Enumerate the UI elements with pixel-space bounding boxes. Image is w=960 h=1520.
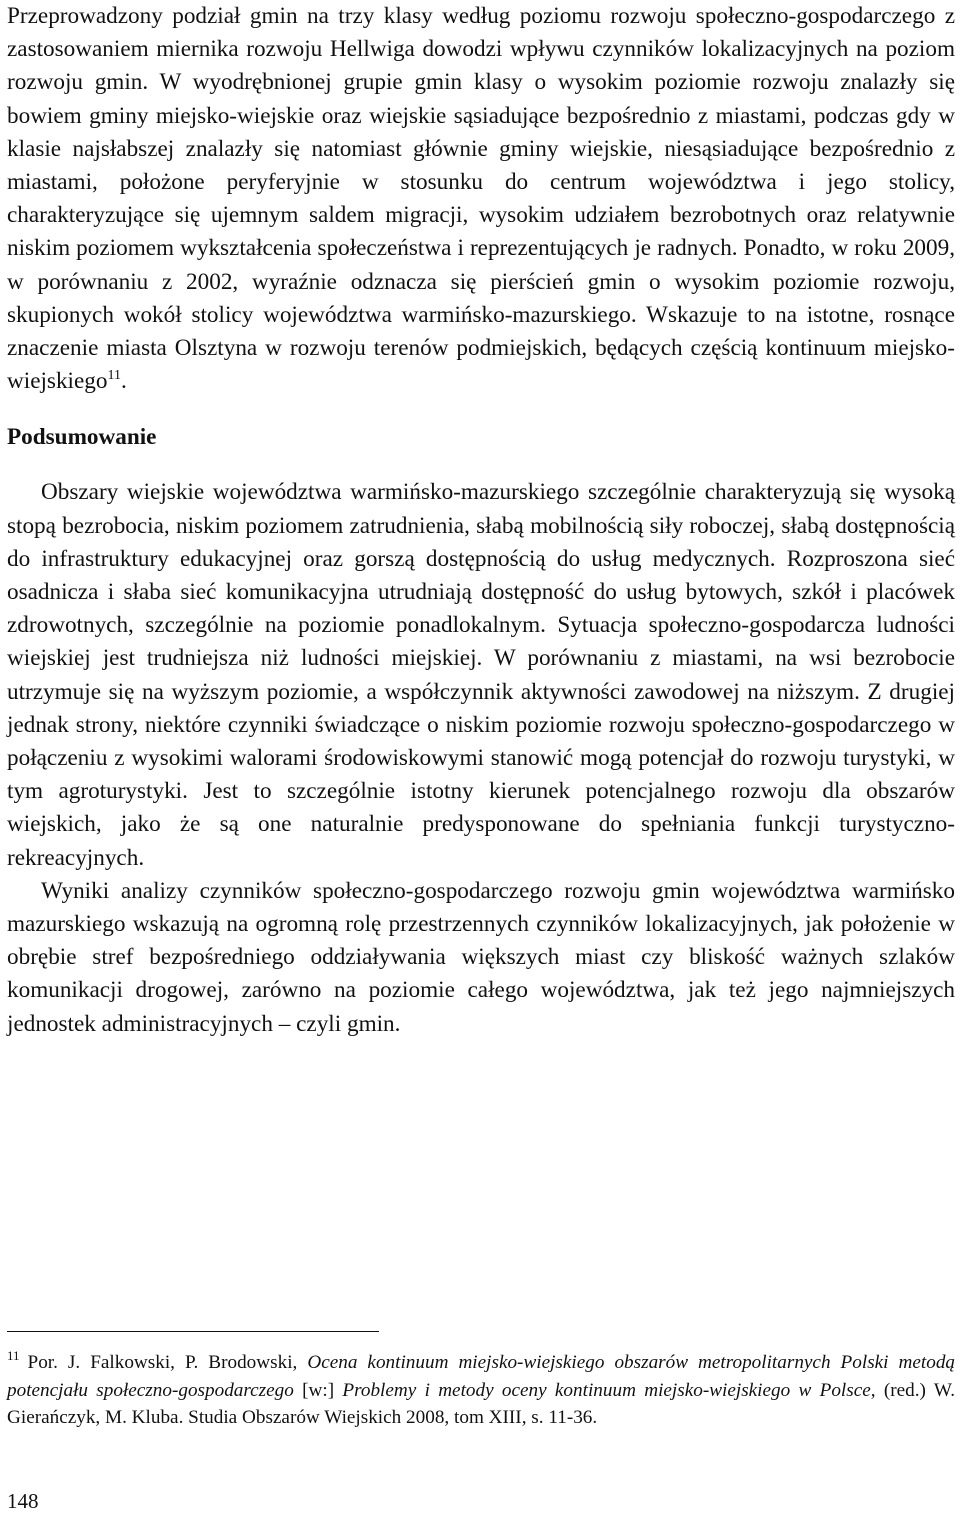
section-heading: Podsumowanie [7,424,157,451]
footnote [7,1349,955,1432]
paragraph-1-text: Przeprowadzony podział gmin na trzy klasy według poziomu rozwoju społeczno-gospodarczego z zastosowaniem miernika rozwoju Hellwiga dowodzi wpływu czynników lokalizacyjnych na poziom rozwoju gmin. W wyodrębnionej grupie gmin klasy o wysokim poziomie rozwoju znalazły się bowiem gminy miejsko-wiejskie oraz wiejskie sąsiadujące bezpośrednio z miastami, podczas gdy w klasie najsłabszej znalazły się natomiast głównie gminy wiejskie, niesąsiadujące bezpośrednio z miastami, położone peryferyjnie w stosunku do centrum województwa i jego stolicy, charakteryzujące się ujemnym saldem migracji, wysokim udziałem bezrobotnych oraz relatywnie niskim poziomem wykształcenia społeczeństwa i reprezentujących je radnych. Ponadto, w roku 2009, w porównaniu z 2002, wyraźnie odznacza się pierścień gmin o wysokim poziomie rozwoju, skupionych wokół stolicy województwa warmińsko-mazurskiego. Wskazuje to na istotne, rosnące znaczenie miasta Olsztyna w rozwoju terenów podmiejskich, będących częścią kontinuum miejsko-wiejskiego [7,3,955,395]
paragraph-2: Obszary wiejskie województwa warmińsko-mazurskiego szczególnie charakteryzują się wysoką stopą bezrobocia, niskim poziomem zatrudnienia, słabą mobilnością siły roboczej, słabą dostępnością do infrastruktury edukacyjnej oraz gorszą dostępnością do usług medycznych. Rozproszona sieć osadnicza i słaba sieć komunikacyjna utrudniają dostępność do usług bytowych, szkół i placówek zdrowotnych, szczególnie na poziomie ponadlokalnym. Sytuacja społeczno-gospodarcza ludności wiejskiej jest trudniejsza niż ludności miejskiej. W porównaniu z miastami, na wsi bezrobocie utrzymuje się na wyższym poziomie, a współczynnik aktywności zawodowej na niższym. Z drugiej jednak strony, niektóre czynniki świadczące o niskim poziomie rozwoju społeczno-gospodarczego w połączeniu z wysokimi walorami środowiskowymi stanowić mogą potencjał do rozwoju turystyki, w tym agroturystyki. Jest to szczególnie istotny kierunek potencjalnego rozwoju dla obszarów wiejskich, jako że są one naturalnie predysponowane do spełniania funkcji turystyczno-rekreacyjnych. [7,479,955,871]
footnote-number: 11 [7,1348,20,1363]
footnote-part-2: [w:] [293,1379,343,1401]
footnote-title-1: Ocena kontinuum miejsko-wiejskiego obszarów metropolitarnych Polski metodą potencjału społeczno-gospodarczego [7,1352,956,1401]
footnote-separator [7,1331,379,1332]
page-body [7,0,955,1041]
footnote-reference[interactable]: 11 [107,368,121,384]
footnote-title-2: Problemy i metody oceny kontinuum miejsko-wiejskiego w Polsce [342,1379,871,1401]
footnote-part-1: Por. J. Falkowski, P. Brodowski, [27,1352,308,1373]
footnote-part-3: , (red.) W. Gierańczyk, M. Kluba. Studia Obszarów Wiejskich 2008, tom XIII, s. 11-36. [7,1379,956,1428]
paragraph-3: Wyniki analizy czynników społeczno-gospodarczego rozwoju gmin województwa warmińsko mazurskiego wskazują na ogromną rolę przestrzennych czynników lokalizacyjnych, jak położenie w obrębie stref bezpośredniego oddziaływania większych miast czy bliskość ważnych szlaków komunikacji drogowej, zarówno na poziomie całego województwa, jak też jego najmniejszych jednostek administracyjnych – czyli gmin. [7,877,955,1037]
paragraph-1 [7,0,955,398]
paragraph-1-end: . [120,368,127,395]
page-number: 148 [7,1489,39,1513]
